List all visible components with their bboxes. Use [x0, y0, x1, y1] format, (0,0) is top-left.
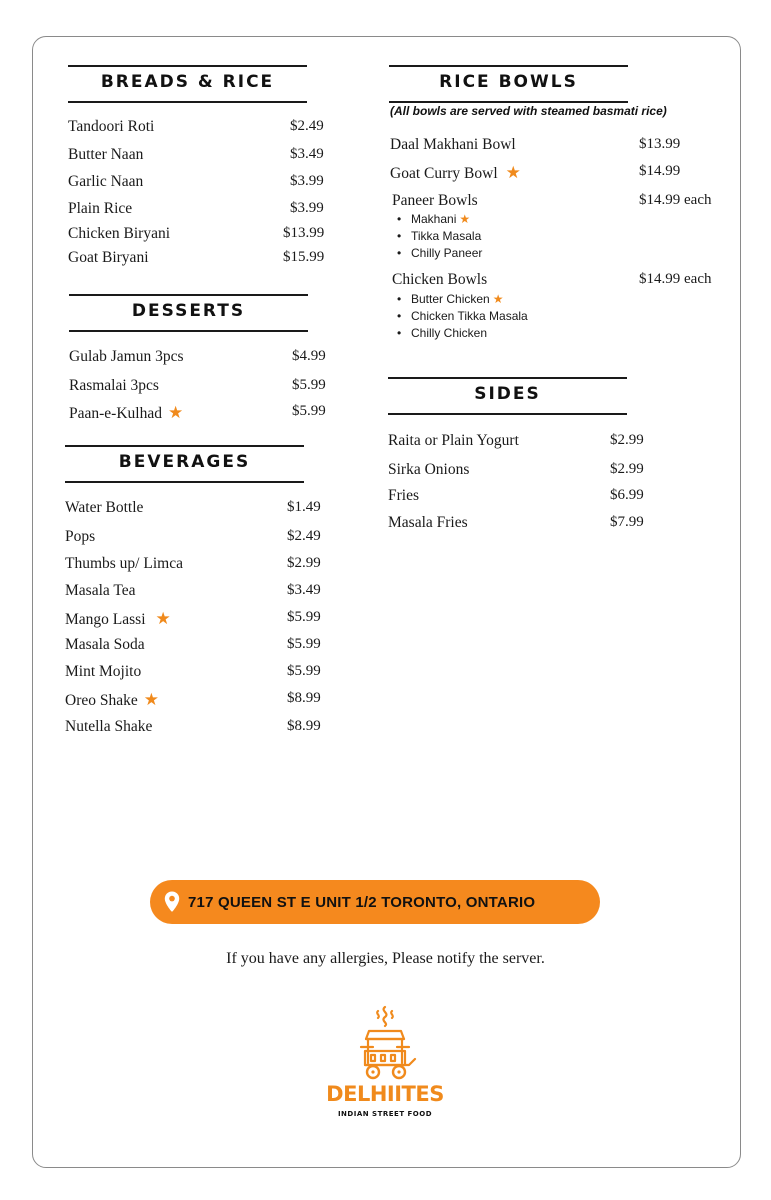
list-item — [392, 211, 482, 228]
menu-item-name: Paneer Bowls — [392, 192, 478, 209]
breads-section-heading — [68, 65, 307, 103]
paneer-bowl-options — [392, 211, 482, 262]
star-icon: ★ — [143, 690, 159, 709]
menu-item-price: $5.99 — [292, 377, 326, 393]
menu-item-name: Mint Mojito — [65, 663, 142, 680]
menu-item-price: $3.49 — [287, 582, 321, 598]
menu-item-name: Tandoori Roti — [68, 118, 155, 135]
menu-item-name: Raita or Plain Yogurt — [388, 432, 519, 449]
list-item — [392, 228, 482, 245]
food-cart-icon — [345, 1003, 425, 1083]
menu-item-price: $3.99 — [290, 173, 324, 189]
menu-item-price: $14.99 each — [639, 192, 712, 208]
list-item — [392, 325, 528, 342]
menu-item-name: Gulab Jamun 3pcs — [69, 348, 184, 365]
menu-item-price: $2.49 — [287, 528, 321, 544]
menu-item-name — [65, 690, 159, 710]
menu-item-name: Chicken Bowls — [392, 271, 488, 288]
menu-item-name: Butter Naan — [68, 146, 144, 163]
menu-item-price: $2.99 — [287, 555, 321, 571]
menu-item-price: $3.99 — [290, 200, 324, 216]
chicken-bowl-options — [392, 291, 528, 342]
star-icon: ★ — [492, 292, 504, 306]
menu-item-name — [390, 163, 521, 183]
address-text: 717 QUEEN ST E UNIT 1/2 TORONTO, ONTARIO — [188, 893, 536, 911]
menu-item-name: Masala Tea — [65, 582, 136, 599]
menu-item-name: Chicken Biryani — [68, 225, 171, 242]
beverages-title: BEVERAGES — [118, 452, 251, 472]
menu-item-price: $5.99 — [287, 636, 321, 652]
menu-item-name: Garlic Naan — [68, 173, 144, 190]
menu-item-name: Nutella Shake — [65, 718, 153, 735]
option-label: Tikka Masala — [411, 229, 482, 243]
menu-item-price: $3.49 — [290, 146, 324, 162]
star-icon: ★ — [505, 163, 521, 182]
menu-item-name: Masala Fries — [388, 514, 468, 531]
menu-item-name: Daal Makhani Bowl — [390, 136, 516, 153]
option-label: Makhani — [411, 212, 457, 226]
menu-item-price: $1.49 — [287, 499, 321, 515]
menu-item-name: Water Bottle — [65, 499, 144, 516]
menu-item-price: $2.99 — [610, 432, 644, 448]
menu-item-price: $8.99 — [287, 690, 321, 706]
menu-item-name: Fries — [388, 487, 419, 504]
menu-item-name: Plain Rice — [68, 200, 133, 217]
menu-item-price: $6.99 — [610, 487, 644, 503]
menu-item-price: $15.99 — [283, 249, 325, 265]
menu-item-price: $13.99 — [639, 136, 681, 152]
star-icon: ★ — [155, 609, 171, 628]
menu-item-label: Mango Lassi — [65, 611, 146, 628]
menu-item-price: $14.99 each — [639, 271, 712, 287]
menu-item-name: Pops — [65, 528, 96, 545]
brand-logo-tagline: INDIAN STREET FOOD — [337, 1110, 433, 1118]
list-item — [392, 308, 528, 325]
sides-section-heading — [388, 377, 627, 415]
option-label: Chilly Paneer — [411, 246, 483, 260]
menu-item-name: Thumbs up/ Limca — [65, 555, 183, 572]
menu-item-name: Goat Biryani — [68, 249, 149, 266]
menu-item-price: $5.99 — [287, 609, 321, 625]
desserts-title: DESSERTS — [131, 301, 246, 321]
menu-item-label: Goat Curry Bowl — [390, 165, 498, 182]
option-label: Butter Chicken — [411, 292, 490, 306]
menu-item-label: Oreo Shake — [65, 692, 138, 709]
location-pin-icon — [164, 891, 180, 913]
beverages-section-heading — [65, 445, 304, 483]
brand-logo-name: DELHIITES — [326, 1082, 444, 1106]
menu-item-name: Sirka Onions — [388, 461, 470, 478]
menu-item-name: Masala Soda — [65, 636, 145, 653]
star-icon: ★ — [459, 212, 471, 226]
rice-bowls-section-heading — [389, 65, 628, 103]
menu-item-price: $2.99 — [610, 461, 644, 477]
menu-item-name — [65, 609, 171, 629]
allergy-notice: If you have any allergies, Please notify the server. — [226, 950, 545, 967]
sides-title: SIDES — [474, 384, 541, 404]
desserts-section-heading — [69, 294, 308, 332]
option-label: Chilly Chicken — [411, 326, 488, 340]
breads-title: BREADS & RICE — [100, 72, 275, 92]
rice-bowls-title: RICE BOWLS — [439, 72, 578, 92]
list-item — [392, 291, 528, 308]
menu-item-price: $13.99 — [283, 225, 325, 241]
menu-item-price: $2.49 — [290, 118, 324, 134]
option-label: Chicken Tikka Masala — [411, 309, 528, 323]
menu-item-name — [69, 403, 183, 423]
star-icon: ★ — [167, 403, 184, 422]
menu-item-name: Rasmalai 3pcs — [69, 377, 159, 394]
menu-item-price: $7.99 — [610, 514, 644, 530]
menu-item-price: $8.99 — [287, 718, 321, 734]
menu-item-price: $5.99 — [287, 663, 321, 679]
list-item — [392, 245, 482, 262]
menu-item-price: $14.99 — [639, 163, 681, 179]
menu-item-price: $4.99 — [292, 348, 326, 364]
menu-item-label: Paan-e-Kulhad — [69, 405, 162, 422]
rice-bowls-note: (All bowls are served with steamed basmati rice) — [390, 104, 667, 118]
menu-item-price: $5.99 — [292, 403, 326, 419]
menu-card — [32, 36, 741, 1168]
address-banner — [150, 880, 600, 924]
